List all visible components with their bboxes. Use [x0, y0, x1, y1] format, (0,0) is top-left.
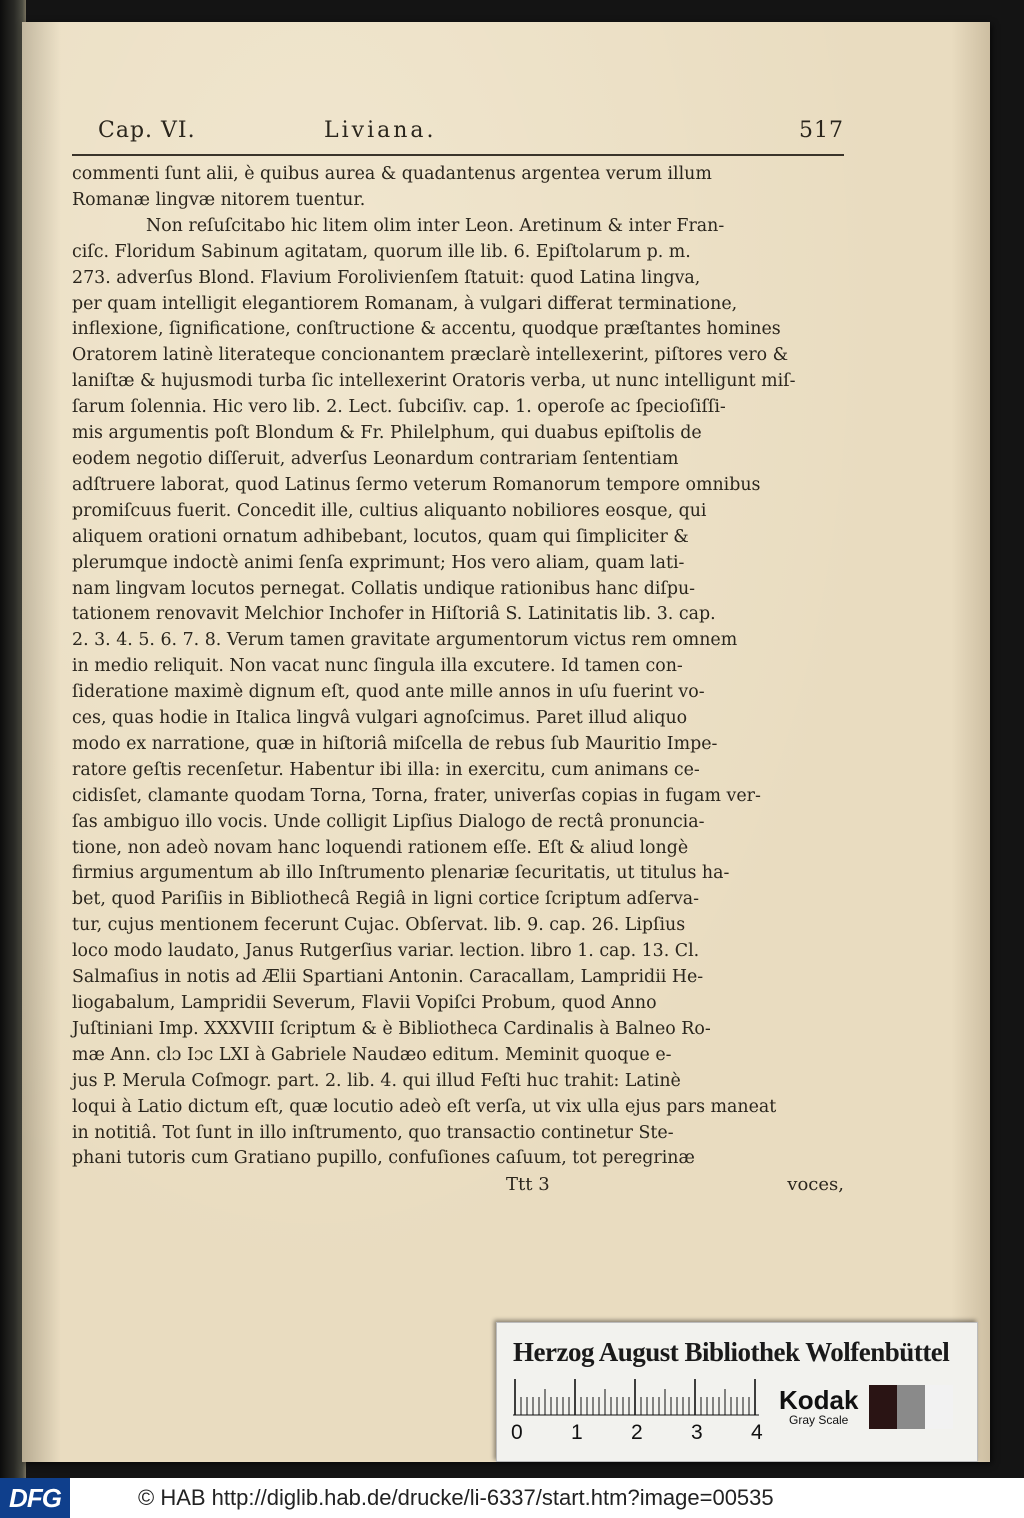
- text-line: tationem renovavit Melchior Inchofer in Hiſtoriâ S. Latinitatis lib. 3. cap.: [72, 604, 716, 625]
- library-name: Herzog August Bibliothek Wolfenbüttel: [513, 1337, 950, 1367]
- ruler-number: 0: [511, 1421, 523, 1444]
- text-line: tur, cujus mentionem fecerunt Cujac. Obſervat. lib. 9. cap. 26. Lipſius: [72, 915, 686, 936]
- gray-swatch: [869, 1385, 897, 1429]
- color-scale-card: [496, 1322, 978, 1462]
- text-line: in notitiâ. Tot ſunt in illo inſtrumento, quo transactio continetur Ste-: [72, 1122, 674, 1143]
- ruler-scale: [513, 1377, 763, 1421]
- text-line: firmius argumentum ab illo Inſtrumento plenariæ ſecuritatis, ut titulus ha-: [72, 863, 730, 884]
- text-line: loqui à Latio dictum eſt, quæ locutio adeò eſt verſa, ut vix ulla ejus pars maneat: [72, 1096, 777, 1117]
- text-line: in medio reliquit. Non vacat nunc ſingula illa excutere. Id tamen con-: [72, 656, 683, 677]
- gray-swatch: [925, 1385, 953, 1429]
- head-rule: [72, 154, 844, 156]
- text-line: jus P. Merula Coſmogr. part. 2. lib. 4. qui illud Feſti huc trahit: Latinè: [72, 1070, 681, 1091]
- text-line: laniſtæ & hujusmodi turba ſic intellexerint Oratoris verba, ut nunc intelligunt miſ-: [72, 371, 796, 392]
- text-line: ratore geſtis recenſetur. Habentur ibi illa: in exercitu, cum animans ce-: [72, 759, 700, 780]
- text-line: ſas ambiguo illo vocis. Unde colligit Lipſius Dialogo de rectâ pronuncia-: [72, 811, 705, 832]
- chapter-label: Cap. VI.: [98, 118, 196, 143]
- text-line: plerumque indoctè animi ſenſa exprimunt; Hos vero aliam, quam lati-: [72, 552, 685, 573]
- copyright-link[interactable]: © HAB http://diglib.hab.de/drucke/li-6337/start.htm?image=00535: [138, 1485, 774, 1510]
- gray-scale-label: Gray Scale: [789, 1413, 849, 1427]
- text-line: loco modo laudato, Janus Rutgerſius variar. lection. libro 1. cap. 13. Cl.: [72, 941, 700, 962]
- signature-mark: Ttt 3: [506, 1174, 550, 1196]
- text-line: ſideratione maximè dignum eſt, quod ante mille annos in uſu fuerint vo-: [72, 682, 705, 703]
- text-line: 2. 3. 4. 5. 6. 7. 8. Verum tamen gravitate argumentorum victus rem omnem: [72, 630, 738, 651]
- catchword: voces,: [787, 1174, 844, 1196]
- text-line: modo ex narratione, quæ in hiſtoriâ miſcella de rebus ſub Mauritio Impe-: [72, 733, 718, 754]
- text-line: eodem negotio diſſeruit, adverſus Leonardum contrariam ſententiam: [72, 448, 679, 469]
- text-line: mis argumentis poſt Blondum & Fr. Philelphum, qui duabus epiſtolis de: [72, 423, 702, 444]
- text-line: nam lingvam locutos pernegat. Collatis undique rationibus hanc diſpu-: [72, 578, 696, 599]
- attribution-bar: [0, 1478, 1024, 1518]
- ruler-number: 2: [631, 1421, 643, 1444]
- book-page: [22, 22, 990, 1462]
- page-text-block: [72, 118, 844, 1200]
- running-title: Liviana.: [324, 118, 437, 143]
- text-line: per quam intelligit elegantiorem Romanam, à vulgari differat terminatione,: [72, 293, 738, 314]
- text-line: ſarum ſolennia. Hic vero lib. 2. Lect. ſubciſiv. cap. 1. operoſe ac ſpecioſiſſi-: [72, 397, 726, 418]
- dfg-logo[interactable]: DFG: [0, 1478, 70, 1518]
- text-line: Non reſuſcitabo hic litem olim inter Leon. Aretinum & inter Fran-: [146, 215, 725, 236]
- text-line: phani tutoris cum Gratiano pupillo, confuſiones caſuum, tot peregrinæ: [72, 1148, 695, 1169]
- text-line: Salmaſius in notis ad Ælii Spartiani Antonin. Caracallam, Lampridii He-: [72, 967, 704, 988]
- text-line: inflexione, ſignificatione, conſtructione & accentu, quodque præſtantes homines: [72, 319, 781, 340]
- body-text: [72, 162, 844, 1172]
- text-line: commenti ſunt alii, è quibus aurea & quadantenus argentea verum illum: [72, 164, 712, 184]
- page-footer: [72, 1174, 844, 1200]
- ruler-number: 4: [751, 1421, 763, 1444]
- text-line: Oratorem latinè literateque concionantem præclarè intellexerint, piſtores vero &: [72, 345, 789, 366]
- text-line: Juſtiniani Imp. XXXVIII ſcriptum & è Bibliotheca Cardinalis à Balneo Ro-: [72, 1018, 711, 1039]
- text-line: ciſc. Floridum Sabinum agitatam, quorum ille lib. 6. Epiſtolarum p. m.: [72, 241, 691, 262]
- text-line: 273. adverſus Blond. Flavium Forolivienſem ſtatuit: quod Latina lingva,: [72, 267, 701, 288]
- text-line: promiſcuus fuerit. Concedit ille, cultius aliquanto nobiliores eosque, qui: [72, 500, 707, 521]
- text-line: bet, quod Pariſiis in Bibliothecâ Regiâ in ligni cortice ſcriptum adſerva-: [72, 889, 700, 910]
- ruler-numbers: [511, 1421, 761, 1445]
- text-line: tione, non adeò novam hanc loquendi rationem eſſe. Eſt & aliud longè: [72, 837, 689, 858]
- kodak-brand: Kodak: [779, 1385, 859, 1415]
- ruler-number: 1: [571, 1421, 583, 1444]
- running-head: [72, 118, 844, 154]
- gray-swatch: [897, 1385, 925, 1429]
- text-line: aliquem orationi ornatum adhibebant, locutos, quam qui ſimpliciter &: [72, 526, 689, 547]
- text-line: mæ Ann. clɔ Iɔc LXI à Gabriele Naudæo editum. Meminit quoque e-: [72, 1044, 672, 1065]
- ruler-number: 3: [691, 1421, 703, 1444]
- text-line: liogabalum, Lampridii Severum, Flavii Vopiſci Probum, quod Anno: [72, 993, 657, 1013]
- page-number: 517: [799, 118, 844, 143]
- text-line: ces, quas hodie in Italica lingvâ vulgari agnoſcimus. Paret illud aliquo: [72, 708, 688, 729]
- text-line: cidisſet, clamante quodam Torna, Torna, frater, univerſas copias in fugam ver-: [72, 785, 761, 806]
- text-line: Romanæ lingvæ nitorem tuentur.: [72, 189, 366, 210]
- text-line: adſtruere laborat, quod Latinus ſermo veterum Romanorum tempore omnibus: [72, 474, 761, 495]
- gray-swatches: [869, 1385, 953, 1429]
